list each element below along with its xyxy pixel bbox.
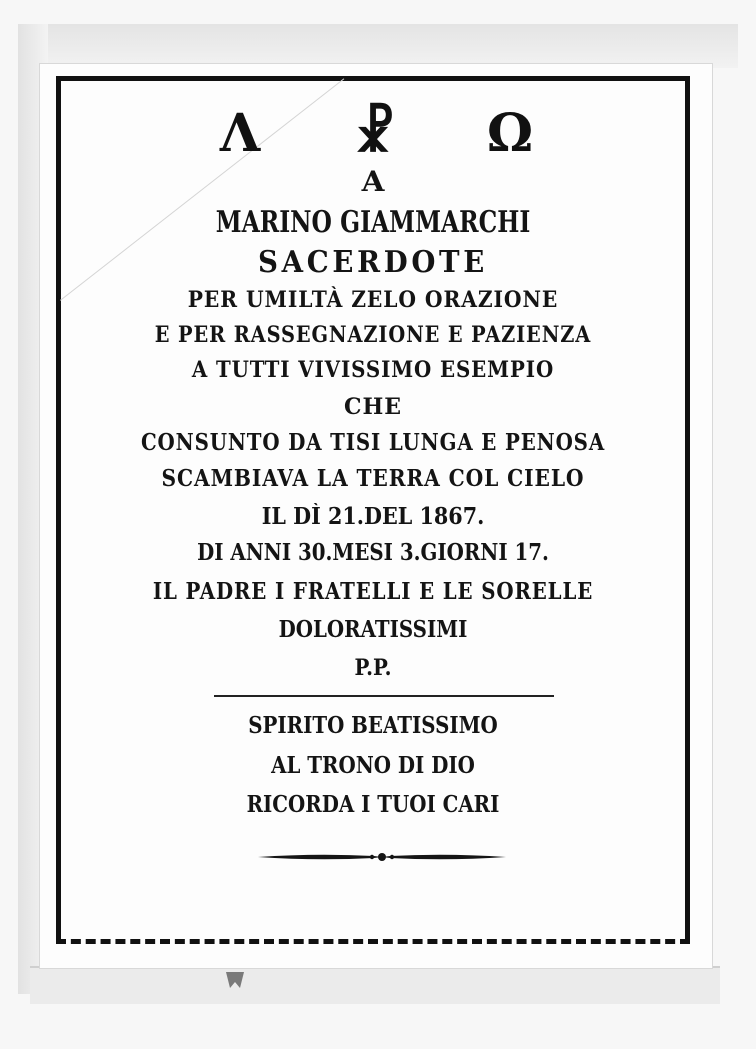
omega-symbol: Ω [486, 103, 534, 164]
inscription-line-example: A TUTTI VIVISSIMO ESEMPIO [191, 357, 555, 383]
inscription-line-virtues: PER UMILTÀ ZELO ORAZIONE [187, 287, 559, 313]
inscription-line-grief: DOLORATISSIMI [278, 616, 468, 643]
inscription-line-family: IL PADRE I FRATELLI E LE SORELLE [152, 578, 594, 605]
inscription-line-illness: CONSUNTO DA TISI LUNGA E PENOSA [140, 429, 606, 456]
closing-line-remember: RICORDA I TUOI CARI [246, 791, 500, 818]
inscription-line-date: IL DÌ 21.DEL 1867. [261, 503, 485, 530]
inscription-line-pp: P.P. [354, 655, 392, 681]
inscription-line-che: CHE [343, 394, 403, 420]
stone-ledge [30, 966, 720, 1004]
inscription-line-age: DI ANNI 30.MESI 3.GIORNI 17. [197, 539, 549, 566]
closing-line-spirit: SPIRITO BEATISSIMO [248, 712, 498, 739]
ledge-ornament-icon [222, 968, 248, 994]
wall-top [18, 24, 738, 68]
christian-symbols [170, 104, 580, 164]
inscription-line-heaven: SCAMBIAVA LA TERRA COL CIELO [161, 465, 585, 492]
closing-line-throne: AL TRONO DI DIO [271, 752, 475, 779]
inscription-line-name: MARINO GIAMMARCHI [215, 205, 531, 240]
inscription-line-patience: E PER RASSEGNAZIONE E PAZIENZA [154, 322, 592, 348]
inscription-line-title: SACERDOTE [258, 245, 488, 280]
flourish-ornament-icon [256, 851, 508, 863]
alpha-symbol: Λ [219, 103, 261, 164]
chi-rho-icon: ☧ [354, 103, 396, 164]
inscription-line-dedication: A [361, 165, 385, 198]
divider-line [214, 695, 554, 697]
